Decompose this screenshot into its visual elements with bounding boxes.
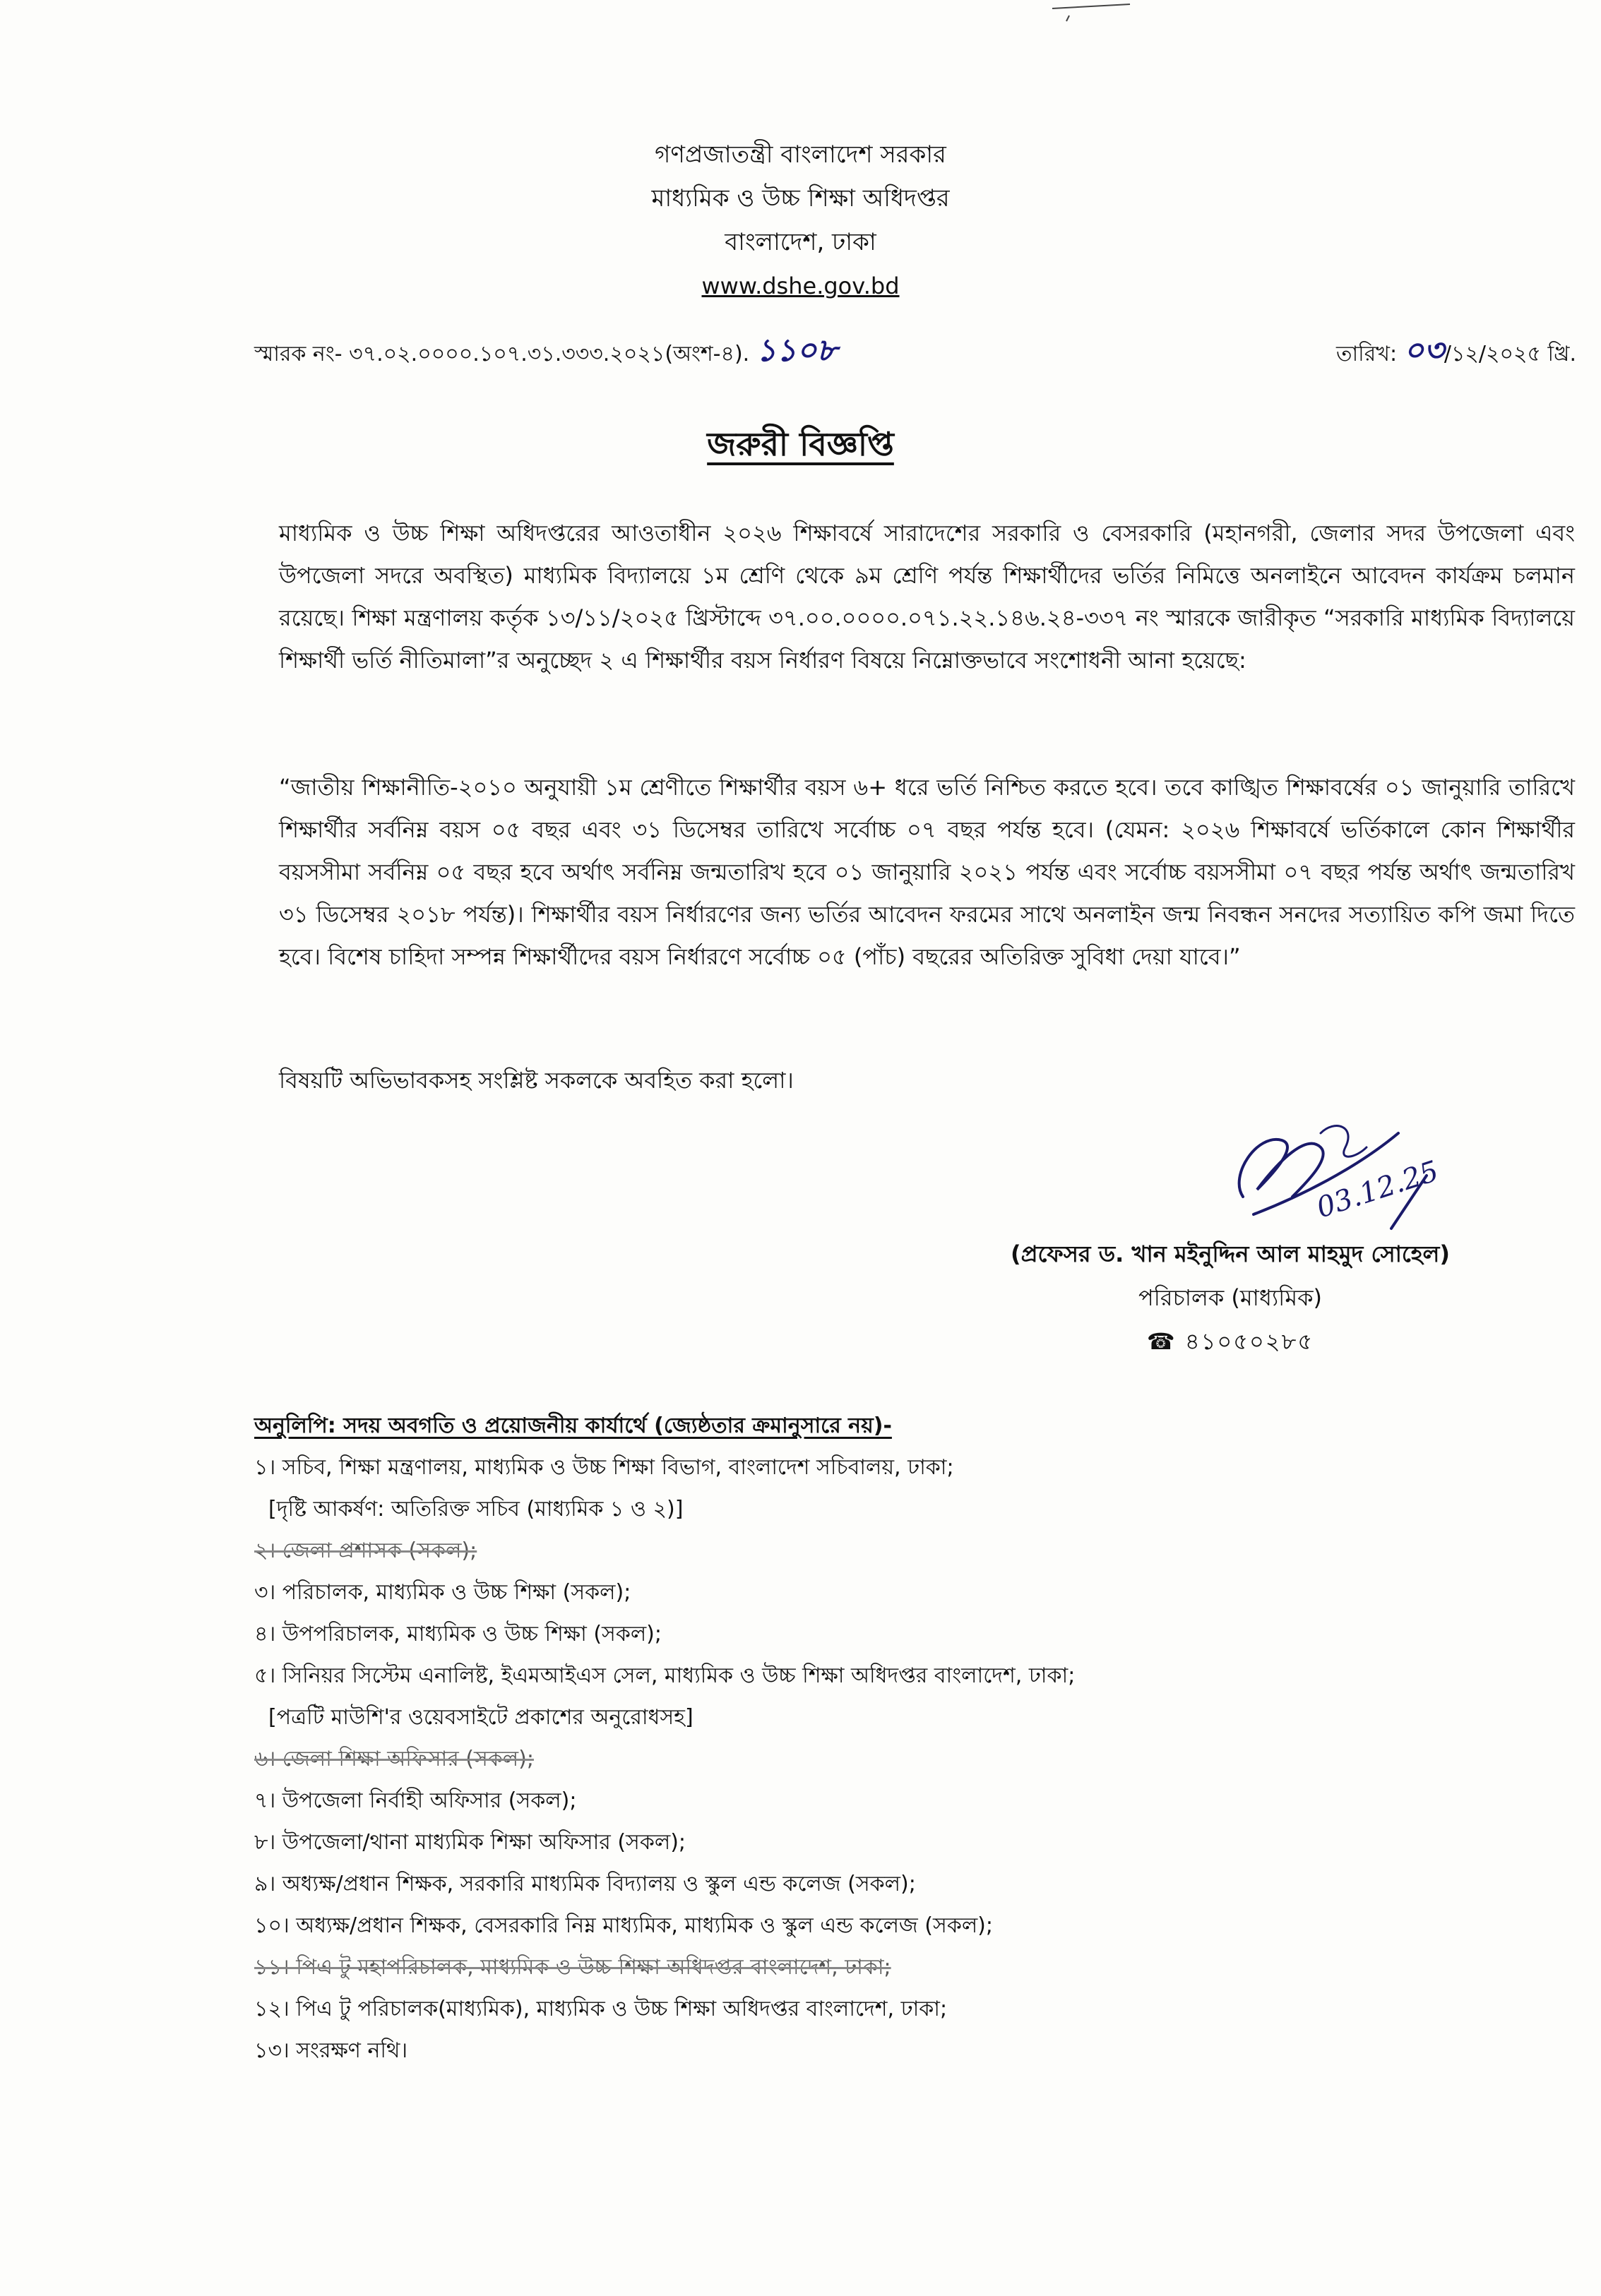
copy-item: ৪। উপপরিচালক, মাধ্যমিক ও উচ্চ শিক্ষা (সকল); <box>254 1622 662 1646</box>
signatory-designation: পরিচালক (মাধ্যমিক) <box>1138 1284 1322 1311</box>
memo-row <box>254 321 1576 369</box>
signature-date: 03.12.25 <box>1312 1154 1443 1225</box>
letterhead <box>0 133 1601 308</box>
copy-item: ১। সচিব, শিক্ষা মন্ত্রণালয়, মাধ্যমিক ও উচ্চ শিক্ষা বিভাগ, বাংলাদেশ সচিবালয়, ঢাকা; <box>254 1455 954 1480</box>
pen-stroke-mark <box>1045 0 1144 28</box>
letterhead-location: বাংলাদেশ, ঢাকা <box>725 228 876 256</box>
copy-item: ১২। পিএ টু পরিচালক(মাধ্যমিক), মাধ্যমিক ও উচ্চ শিক্ষা অধিদপ্তর বাংলাদেশ, ঢাকা; <box>254 1997 948 2021</box>
letterhead-website-link[interactable]: www.dshe.gov.bd <box>701 273 900 299</box>
copy-item-note: [পত্রটি মাউশি'র ওয়েবসাইটে প্রকাশের অনুরোধসহ] <box>268 1705 694 1730</box>
memo-reference <box>254 327 837 378</box>
copy-item: ৭। উপজেলা নির্বাহী অফিসার (সকল); <box>254 1788 577 1813</box>
copy-item: ৩। পরিচালক, মাধ্যমিক ও উচ্চ শিক্ষা (সকল); <box>254 1580 631 1605</box>
signatory-name: (প্রফেসর ড. খান মইনুদ্দিন আল মাহমুদ সোহেল) <box>1010 1240 1451 1267</box>
memo-date <box>1336 327 1576 378</box>
copy-item: ১০। অধ্যক্ষ/প্রধান শিক্ষক, বেসরকারি নিম্ন মাধ্যমিক, মাধ্যমিক ও স্কুল এন্ড কলেজ (সকল); <box>254 1913 993 1938</box>
copy-item: ৬। জেলা শিক্ষা অফিসার (সকল); <box>254 1747 534 1771</box>
telephone-icon: ☎ <box>1146 1328 1177 1355</box>
copy-heading: অনুলিপি: সদয় অবগতি ও প্রয়োজনীয় কার্যার্থে (জ্যেষ্ঠতার ক্রমানুসারে নয়)- <box>254 1413 892 1438</box>
memo-reference-handwritten: ১১০৮ <box>756 333 838 369</box>
memo-date-handwritten: ০৩ <box>1403 333 1444 369</box>
copy-item-note: [দৃষ্টি আকর্ষণ: অতিরিক্ত সচিব (মাধ্যমিক ১ ও ২)] <box>268 1497 684 1521</box>
memo-date-label: তারিখ: <box>1335 342 1398 366</box>
handwritten-signature <box>1215 1091 1483 1232</box>
memo-reference-label: স্মারক নং- ৩৭.০২.০০০০.১০৭.৩১.৩৩৩.২০২১(অংশ-৪). <box>254 342 750 366</box>
signatory-phone <box>912 1320 1548 1363</box>
body-paragraph-2: “জাতীয় শিক্ষানীতি-২০১০ অনুযায়ী ১ম শ্রেণীতে শিক্ষার্থীর বয়স ৬+ ধরে ভর্তি নিশ্চিত করতে হবে। তবে কাঙ্খিত শিক্ষাবর্ষের ০১ জানুয়ারি তারিখে শিক্ষার্থীর সর্বনিম্ন বয়স ০৫ বছর এবং ৩১ ডিসেম্বর তারিখে সর্বোচ্চ ০৭ বছর পর্যন্ত হবে। (যেমন: ২০২৬ শিক্ষাবর্ষে ভর্তিকালে কোন শিক্ষার্থীর বয়সসীমা সর্বনিম্ন ০৫ বছর হবে অর্থাৎ সর্বনিম্ন জন্মতারিখ হবে ০১ জানুয়ারি ২০২১ পর্যন্ত এবং সর্বোচ্চ বয়সসীমা ০৭ বছর পর্যন্ত অর্থাৎ জন্মতারিখ ৩১ ডিসেম্বর ২০১৮ পর্যন্ত)। শিক্ষার্থীর বয়স নির্ধারণের জন্য ভর্তির আবেদন ফরমের সাথে অনলাইন জন্ম নিবন্ধন সনদের সত্যায়িত কপি জমা দিতে হবে। বিশেষ চাহিদা সম্পন্ন শিক্ষার্থীদের বয়স নির্ধারণে সর্বোচ্চ ০৫ (পাঁচ) বছরের অতিরিক্ত সুবিধা দেয়া যাবে।” <box>279 774 1575 970</box>
copy-distribution-list <box>254 1405 1575 2071</box>
body-paragraph-1: মাধ্যমিক ও উচ্চ শিক্ষা অধিদপ্তরের আওতাধীন ২০২৬ শিক্ষাবর্ষে সারাদেশের সরকারি ও বেসরকারি (মহানগরী, জেলার সদর উপজেলা এবং উপজেলা সদরে অবস্থিত) মাধ্যমিক বিদ্যালয়ে ১ম শ্রেণি থেকে ৯ম শ্রেণি পর্যন্ত শিক্ষার্থীদের ভর্তির নিমিত্তে অনলাইনে আবেদন কার্যক্রম চলমান রয়েছে। শিক্ষা মন্ত্রণালয় কর্তৃক ১৩/১১/২০২৫ খ্রিস্টাব্দে ৩৭.০০.০০০০.০৭১.২২.১৪৬.২৪-৩৩৭ নং স্মারকে জারীকৃত “সরকারি মাধ্যমিক বিদ্যালয়ে শিক্ষার্থী ভর্তি নীতিমালা”র অনুচ্ছেদ ২ এ শিক্ষার্থীর বয়স নির্ধারণ বিষয়ে নিম্নোক্তভাবে সংশোধনী আনা হয়েছে: <box>279 520 1575 674</box>
memo-date-rest: /১২/২০২৫ খ্রি. <box>1444 342 1576 366</box>
body-paragraph-3: বিষয়টি অভিভাবকসহ সংশ্লিষ্ট সকলকে অবহিত করা হলো। <box>279 1067 794 1094</box>
copy-item: ১১। পিএ টু মহাপরিচালক, মাধ্যমিক ও উচ্চ শিক্ষা অধিদপ্তর বাংলাদেশ, ঢাকা; <box>254 1955 891 1980</box>
letterhead-government: গণপ্রজাতন্ত্রী বাংলাদেশ সরকার <box>655 140 946 169</box>
signatory-block <box>912 1232 1548 1363</box>
signatory-phone-number: ৪১০৫০২৮৫ <box>1184 1328 1314 1355</box>
notice-title: জরুরী বিজ্ঞপ্তি <box>707 425 894 463</box>
copy-item: ৯। অধ্যক্ষ/প্রধান শিক্ষক, সরকারি মাধ্যমিক বিদ্যালয় ও স্কুল এন্ড কলেজ (সকল); <box>254 1872 916 1896</box>
letterhead-directorate: মাধ্যমিক ও উচ্চ শিক্ষা অধিদপ্তর <box>651 184 950 213</box>
copy-item: ১৩। সংরক্ষণ নথি। <box>254 2038 408 2063</box>
copy-item: ৫। সিনিয়র সিস্টেম এনালিষ্ট, ইএমআইএস সেল, মাধ্যমিক ও উচ্চ শিক্ষা অধিদপ্তর বাংলাদেশ, ঢাকা; <box>254 1663 1076 1688</box>
copy-item: ৮। উপজেলা/থানা মাধ্যমিক শিক্ষা অফিসার (সকল); <box>254 1830 686 1855</box>
copy-item: ২। জেলা প্রশাসক (সকল); <box>254 1538 477 1563</box>
